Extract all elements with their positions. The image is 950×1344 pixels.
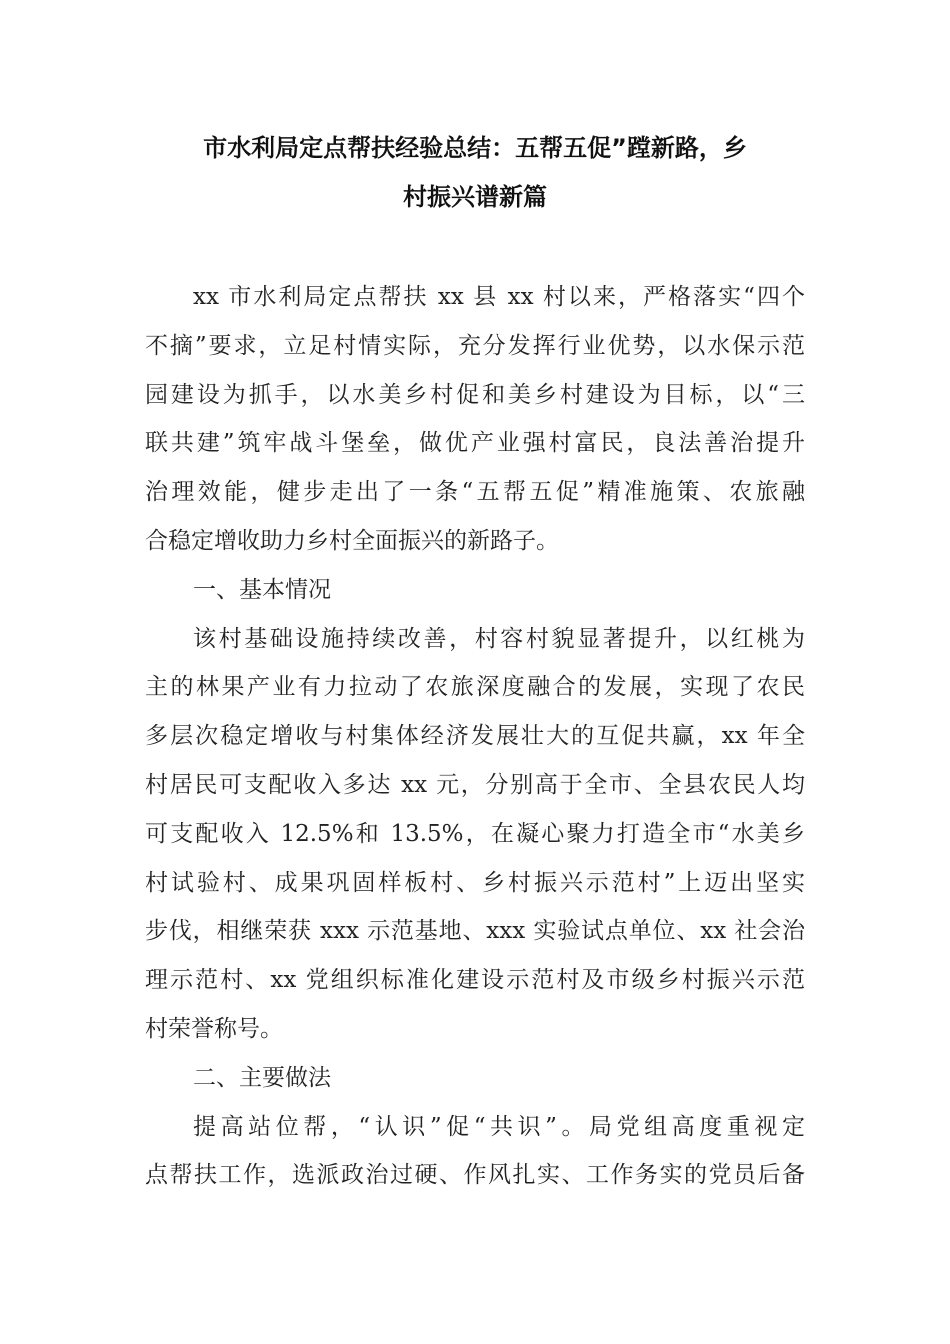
text-line: 治理效能，健步走出了一条“五帮五促”精准施策、农旅融	[145, 479, 805, 506]
text-line: 提高站位帮，“认识”促“共识”。局党组高度重视定	[193, 1113, 805, 1140]
paragraph	[145, 1103, 805, 1201]
paragraph	[145, 273, 805, 566]
document-body	[145, 273, 805, 1200]
text-line: 不摘”要求，立足村情实际，充分发挥行业优势，以水保示范	[145, 332, 805, 359]
text-line: 村荣誉称号。	[145, 1015, 283, 1042]
title-line: 村振兴谱新篇	[403, 183, 547, 211]
text-line: 二、主要做法	[193, 1064, 331, 1091]
text-line: xx 市水利局定点帮扶 xx 县 xx 村以来，严格落实“四个	[193, 284, 805, 310]
text-line: 点帮扶工作，选派政治过硬、作风扎实、工作务实的党员后备	[145, 1162, 805, 1189]
title-line: 市水利局定点帮扶经验总结：五帮五促”蹚新路，乡	[203, 134, 747, 162]
text-line: 理示范村、xx 党组织标准化建设示范村及市级乡村振兴示范	[145, 967, 805, 994]
text-line: 村居民可支配收入多达 xx 元，分别高于全市、全县农民人均	[145, 771, 805, 798]
text-line: 该村基础设施持续改善，村容村貌显著提升，以红桃为	[193, 625, 805, 652]
text-line: 联共建”筑牢战斗堡垒，做优产业强村富民，良法善治提升	[145, 430, 805, 457]
text-line: 步伐，相继荣获 xxx 示范基地、xxx 实验试点单位、xx 社会治	[145, 918, 805, 945]
text-line: 园建设为抓手，以水美乡村促和美乡村建设为目标，以“三	[145, 381, 805, 408]
text-line: 可支配收入 12.5%和 13.5%，在凝心聚力打造全市“水美乡	[145, 820, 805, 847]
document-title	[140, 124, 810, 222]
section-heading	[145, 1054, 805, 1103]
section-heading	[145, 566, 805, 615]
text-line: 主的林果产业有力拉动了农旅深度融合的发展，实现了农民	[145, 674, 805, 701]
text-line: 村试验村、成果巩固样板村、乡村振兴示范村”上迈出坚实	[145, 869, 805, 896]
text-line: 一、基本情况	[193, 576, 331, 603]
text-line: 多层次稳定增收与村集体经济发展壮大的互促共赢，xx 年全	[145, 723, 805, 750]
text-line: 合稳定增收助力乡村全面振兴的新路子。	[145, 527, 559, 554]
paragraph	[145, 615, 805, 1054]
